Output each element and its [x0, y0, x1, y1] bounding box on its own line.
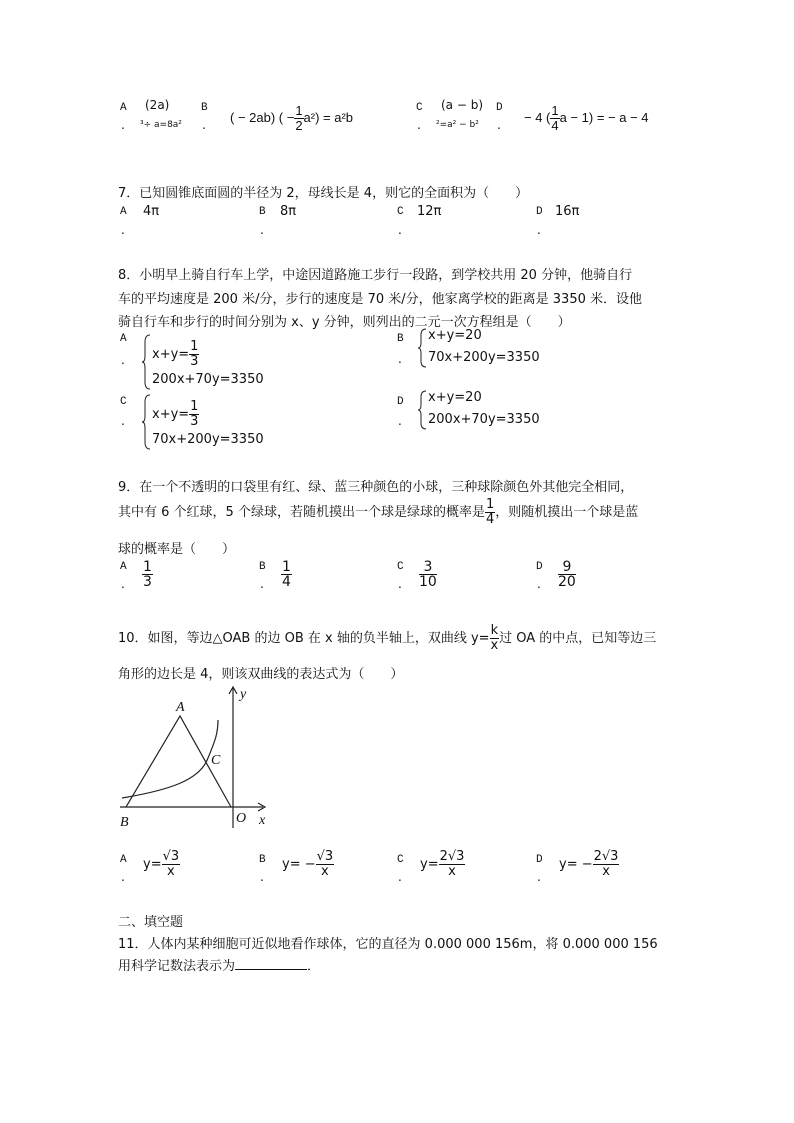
denominator: 2: [295, 118, 303, 133]
dot: .: [121, 223, 125, 237]
equation-1: [152, 340, 199, 369]
option-label: D: [536, 854, 543, 866]
numerator: 3: [419, 560, 437, 575]
numerator: 1: [143, 559, 152, 575]
q6-option-a-top: (2a): [145, 98, 170, 112]
q9-stem-line: 球的概率是（ ）: [118, 542, 236, 557]
equation-1: x+y=20: [428, 390, 482, 405]
q6-option-d-expr: [524, 104, 649, 133]
q10-stem-line: 角形的边长是 4，则该双曲线的表达式为（ ）: [118, 667, 404, 682]
dot: .: [121, 870, 125, 884]
denominator: x: [448, 864, 456, 879]
text: ，则随机摸出一个球是蓝: [495, 505, 639, 520]
dot: .: [497, 118, 501, 132]
brace: [417, 328, 427, 368]
text: 10．如图，等边△OAB 的边 OB 在 x 轴的负半轴上，双曲线 y=: [118, 631, 490, 646]
option-label: D: [397, 396, 404, 408]
numerator: k: [490, 623, 499, 638]
option-label: A: [120, 561, 127, 573]
equation-2: 70x+200y=3350: [152, 432, 264, 447]
q10-option-c-expr: [420, 850, 465, 879]
q10-option-b-expr: [282, 850, 334, 879]
denominator: 4: [282, 574, 291, 590]
dot: .: [121, 414, 125, 428]
fraction: [550, 104, 559, 133]
eq-text: x+y=: [152, 407, 190, 422]
q7-option-c-label: C: [397, 206, 404, 218]
denominator: x: [490, 638, 499, 653]
option-label: C: [120, 396, 127, 408]
numerator: √3: [162, 849, 180, 864]
q9-stem-line: [118, 498, 638, 527]
dot: .: [121, 577, 125, 591]
numerator: 1: [295, 103, 303, 118]
equation-2: 200x+70y=3350: [152, 372, 264, 387]
fraction: [485, 498, 495, 527]
text: y= −: [559, 857, 593, 872]
option-label: B: [397, 333, 404, 345]
q6-option-b-label: B: [201, 102, 208, 114]
q9-stem-line: 9．在一个不透明的口袋里有红、绿、蓝三种颜色的小球，三种球除颜色外其他完全相同，: [118, 480, 634, 495]
q9-option-d-fraction: [558, 560, 576, 589]
q7-option-c-value: 12π: [417, 204, 442, 219]
equation-1: x+y=20: [428, 328, 482, 343]
point-b-label: B: [120, 815, 129, 830]
dot: .: [260, 577, 264, 591]
q6-option-a-label: A: [120, 102, 127, 114]
fraction: [593, 850, 620, 879]
q6-option-a-bottom: ³÷ a=8a²: [140, 120, 182, 130]
answer-blank[interactable]: [235, 957, 307, 970]
point-c-label: C: [211, 753, 221, 768]
q10-figure: [110, 680, 290, 830]
q6-option-b-expr: [230, 104, 353, 133]
q10-option-a-expr: [143, 850, 180, 879]
q7-option-b-value: 8π: [280, 204, 297, 219]
fraction: [294, 104, 303, 133]
dot: .: [121, 353, 125, 367]
fraction: [490, 624, 500, 653]
text: 用科学记数法表示为: [118, 959, 236, 974]
dot: .: [398, 223, 402, 237]
equation-2: 200x+70y=3350: [428, 412, 540, 427]
denominator: 4: [551, 118, 559, 133]
y-axis-label: y: [240, 687, 247, 702]
text: y=: [420, 857, 439, 872]
q6-option-d-label: D: [496, 102, 503, 114]
q7-option-a-label: A: [120, 206, 127, 218]
q7-option-a-value: 4π: [143, 204, 160, 219]
dot: .: [537, 870, 541, 884]
expr-text: a − 1) = − a − 4: [559, 109, 649, 125]
q9-option-b-fraction: [281, 560, 292, 589]
x-axis-label: x: [259, 813, 266, 828]
dot: .: [537, 577, 541, 591]
fraction: [189, 340, 199, 369]
denominator: 3: [190, 354, 199, 369]
q8-stem-line: 骑自行车和步行的时间分别为 x、y 分钟，则列出的二元一次方程组是（ ）: [118, 315, 571, 330]
numerator: 1: [190, 399, 199, 414]
numerator: 1: [282, 559, 291, 575]
brace: [417, 390, 427, 430]
numerator: 2√3: [439, 849, 465, 864]
numerator: 1: [485, 497, 495, 512]
dot: .: [260, 223, 264, 237]
q6-option-c-label: C: [416, 102, 423, 114]
q7-stem: 7．已知圆锥底面圆的半径为 2，母线长是 4，则它的全面积为（ ）: [118, 186, 529, 201]
q8-stem-line: 车的平均速度是 200 米/分，步行的速度是 70 米/分，他家离学校的距离是 3350 米．设他: [118, 292, 642, 307]
text: ．: [307, 959, 321, 974]
q9-option-c-fraction: [419, 560, 437, 589]
q6-option-c-top: (a − b): [441, 98, 484, 112]
option-label: C: [397, 561, 404, 573]
fraction: [316, 850, 335, 879]
q9-option-a-fraction: [142, 560, 153, 589]
expr-text: ( − 2ab) ( −: [230, 109, 295, 125]
denominator: x: [167, 864, 175, 879]
dot: .: [202, 118, 206, 132]
denominator: x: [602, 864, 610, 879]
text: y= −: [282, 857, 316, 872]
point-a-label: A: [176, 700, 185, 715]
text: 过 OA 的中点，已知等边三: [499, 631, 657, 646]
fraction: [162, 850, 181, 879]
denominator: x: [321, 864, 329, 879]
numerator: 1: [551, 103, 559, 118]
numerator: 2√3: [593, 849, 619, 864]
fraction: [189, 400, 199, 429]
option-label: D: [536, 561, 543, 573]
section-title: 二、填空题: [118, 915, 184, 930]
text: 其中有 6 个红球，5 个绿球，若随机摸出一个球是绿球的概率是: [118, 505, 485, 520]
option-label: C: [397, 854, 404, 866]
point-o-label: O: [236, 811, 247, 826]
equation-2: 70x+200y=3350: [428, 350, 540, 365]
expr-text: a²) = a²b: [303, 109, 354, 125]
dot: .: [260, 870, 264, 884]
q7-option-d-value: 16π: [555, 204, 580, 219]
eq-text: x+y=: [152, 347, 190, 362]
dot: .: [398, 870, 402, 884]
numerator: 9: [558, 560, 576, 575]
q10-stem-line: [118, 624, 656, 653]
option-label: B: [259, 854, 266, 866]
q10-option-d-expr: [559, 850, 619, 879]
q7-option-b-label: B: [259, 206, 266, 218]
denominator: 3: [143, 574, 152, 590]
numerator: √3: [316, 849, 334, 864]
option-label: B: [259, 561, 266, 573]
fraction: [439, 850, 466, 879]
dot: .: [121, 118, 125, 132]
dot: .: [398, 577, 402, 591]
dot: .: [537, 223, 541, 237]
denominator: 3: [190, 414, 199, 429]
dot: .: [398, 352, 402, 366]
dot: .: [417, 118, 421, 132]
denominator: 4: [485, 512, 495, 527]
option-label: A: [120, 333, 127, 345]
equation-1: [152, 400, 199, 429]
brace: [141, 334, 151, 390]
numerator: 1: [190, 339, 199, 354]
q6-option-c-bottom: ²=a² − b²: [436, 120, 479, 130]
q11-stem-line: [118, 955, 320, 974]
q11-stem-line: 11．人体内某种细胞可近似地看作球体，它的直径为 0.000 000 156m，将 0.000 000 156: [118, 937, 658, 952]
denominator: 10: [419, 574, 437, 590]
brace: [141, 394, 151, 450]
text: y=: [143, 857, 162, 872]
denominator: 20: [558, 574, 576, 590]
dot: .: [398, 414, 402, 428]
q7-option-d-label: D: [536, 206, 543, 218]
expr-text: − 4 (: [524, 109, 551, 125]
q8-stem-line: 8．小明早上骑自行车上学，中途因道路施工步行一段路，到学校共用 20 分钟，他骑自行: [118, 268, 633, 283]
option-label: A: [120, 854, 127, 866]
